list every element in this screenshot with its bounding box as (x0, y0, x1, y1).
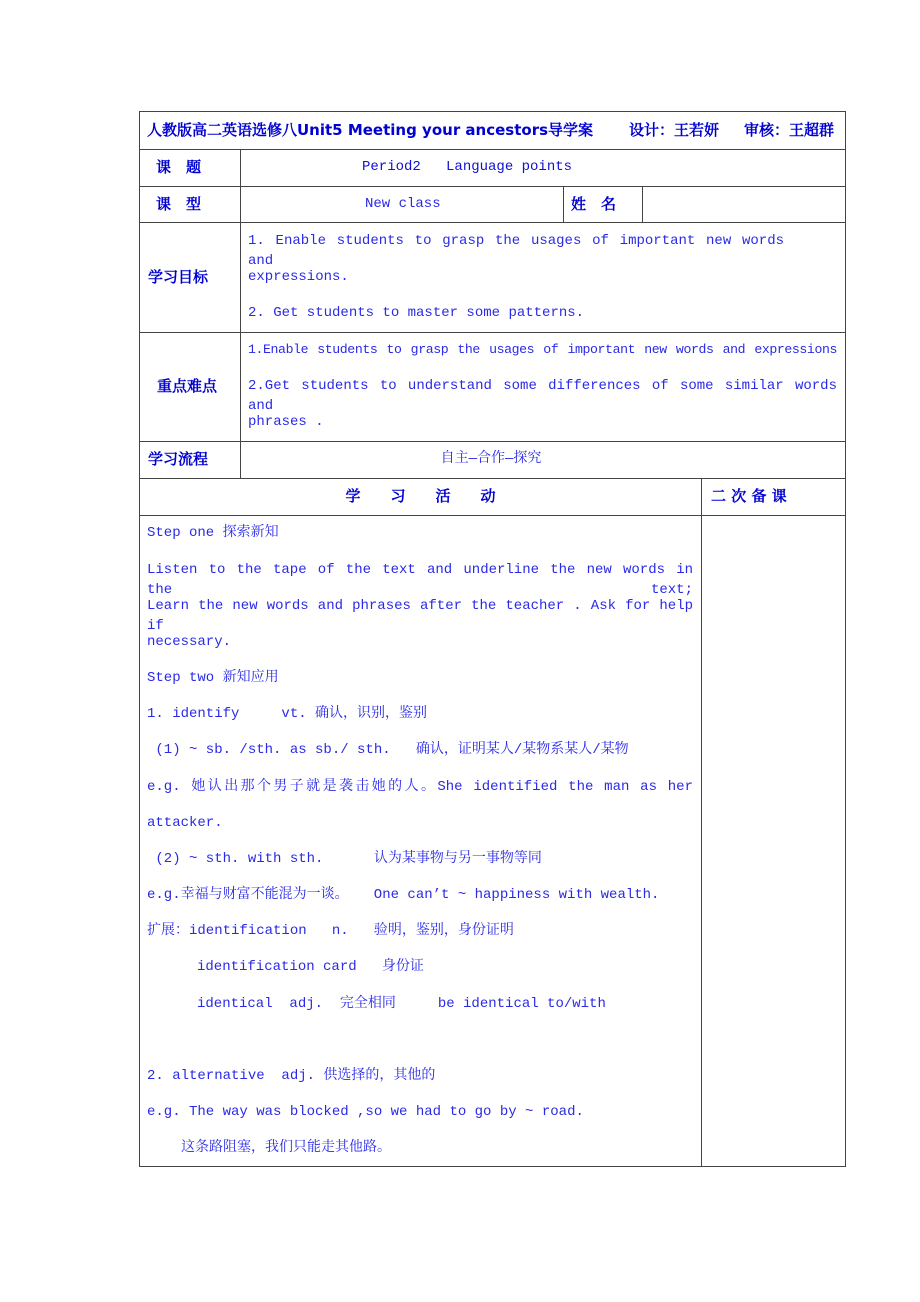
keypoint-line: phrases . (248, 414, 324, 430)
goal-line: 1. Enable students to grasp the usages of important new words and (248, 233, 784, 269)
row-divider (139, 149, 846, 150)
activity-line: 这条路阻塞，我们只能走其他路。 (181, 1140, 391, 1156)
activity-line: 2. alternative adj. 供选择的，其他的 (147, 1068, 436, 1084)
goal-line: 2. Get students to master some patterns. (248, 305, 585, 321)
side-header: 二 次 备 课 (711, 487, 787, 505)
designer: 设计：王若妍 (629, 121, 720, 139)
doc-title: 人教版高二英语选修八Unit5 Meeting your ancestors导学案 (147, 121, 594, 139)
keypoints-label: 重点难点 (157, 377, 218, 395)
reviewer: 审核：王超群 (744, 121, 835, 139)
type-label: 课 型 (156, 195, 202, 213)
name-label: 姓 名 (571, 195, 617, 213)
name-column-divider (642, 186, 643, 222)
row-divider (139, 332, 846, 333)
activity-line: e.g. 她认出那个男子就是袭击她的人。She identified the man as her (147, 779, 693, 795)
activity-line: identification card 身份证 (197, 959, 424, 975)
topic-label: 课 题 (156, 158, 202, 176)
keypoint-line: 1.Enable students to grasp the usages of important new words and expressions (248, 342, 837, 357)
side-column-divider (701, 478, 702, 1166)
activity-line: (2) ~ sth. with sth. 认为某事物与另一事物等同 (147, 851, 542, 867)
process-value: 自主—合作—探究 (440, 451, 542, 467)
activities-header: 学 习 活 动 (345, 487, 496, 505)
table-border-top (139, 111, 846, 112)
activity-line: necessary. (147, 634, 232, 650)
row-divider (139, 441, 846, 442)
table-border-right (845, 111, 846, 1167)
activity-line: identical adj. 完全相同 be identical to/with (197, 996, 606, 1012)
activity-line: e.g. The way was blocked ,so we had to go by ~ road. (147, 1104, 584, 1120)
activity-line: Learn the new words and phrases after the teacher . Ask for help if (147, 598, 693, 634)
topic-value: Period2 Language points (362, 159, 573, 175)
activity-line: 1. identify vt. 确认，识别，鉴别 (147, 706, 428, 722)
row-divider (139, 515, 846, 516)
goal-line: expressions. (248, 269, 349, 285)
activity-line: 扩展：identification n. 验明，鉴别，身份证明 (147, 923, 514, 939)
label-column-divider (240, 149, 241, 478)
name-column-divider (563, 186, 564, 222)
activity-line: Listen to the tape of the text and underline the new words in the text; (147, 562, 693, 598)
process-label: 学习流程 (148, 450, 209, 468)
activity-line: e.g.幸福与财富不能混为一谈。 One can’t ~ happiness with wealth. (147, 887, 660, 903)
activity-line: (1) ~ sb. /sth. as sb./ sth. 确认，证明某人/某物系某人/某物 (147, 742, 629, 758)
keypoint-line: 2.Get students to understand some differences of some similar words and (248, 378, 837, 414)
row-divider (139, 222, 846, 223)
name-field[interactable] (650, 194, 840, 214)
table-border-left (139, 111, 140, 1167)
activity-line: Step two 新知应用 (147, 670, 279, 686)
table-border-bottom (139, 1166, 846, 1167)
row-divider (139, 186, 846, 187)
type-value: New class (365, 196, 441, 212)
activity-line: Step one 探索新知 (147, 525, 279, 541)
goals-label: 学习目标 (148, 268, 209, 286)
row-divider (139, 478, 846, 479)
activity-line: attacker. (147, 815, 223, 831)
